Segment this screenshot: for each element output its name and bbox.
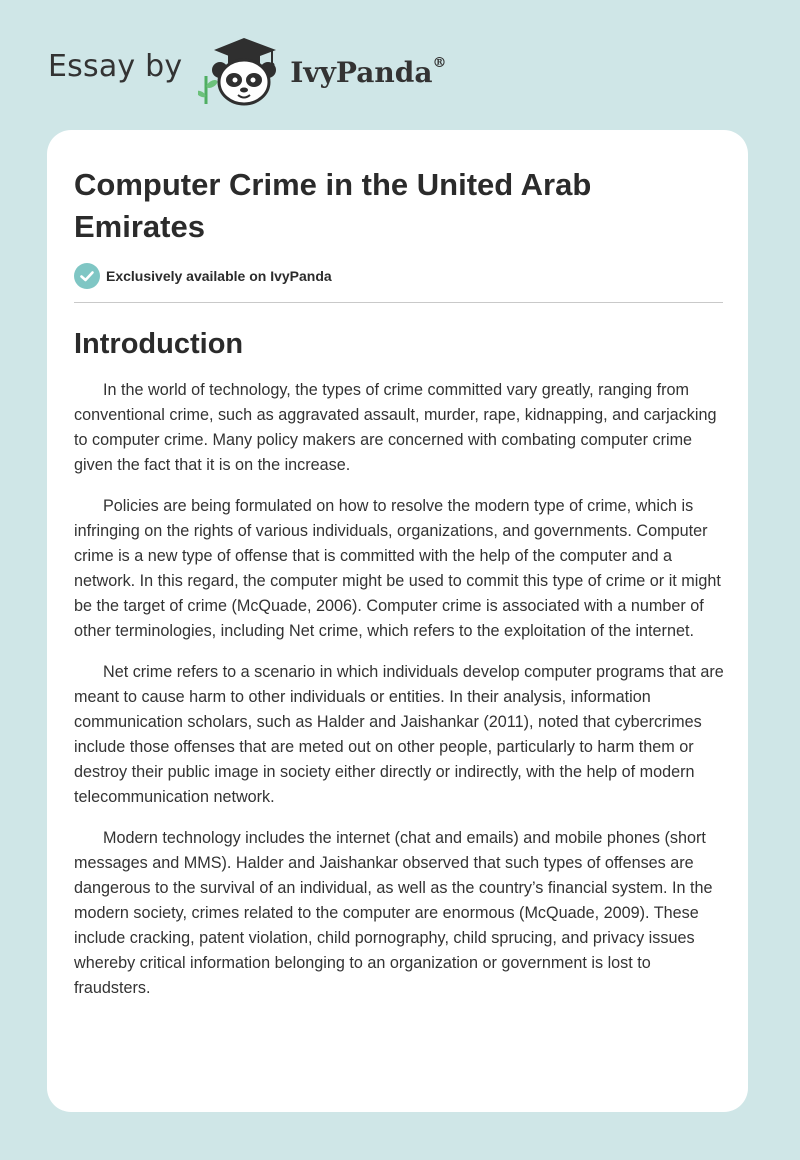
essay-title: Computer Crime in the United Arab Emirates (74, 167, 592, 244)
check-icon (74, 263, 100, 289)
exclusive-badge (74, 263, 332, 289)
site-header (48, 30, 446, 110)
essay-card (47, 130, 748, 1112)
section-heading: Introduction (74, 328, 244, 360)
paragraph-3: Net crime refers to a scenario in which individuals develop computer programs that are meant to cause harm to other individuals or entities. In their analysis, information communication scholars, such as Halder and Jaishankar (2011), noted that cybercrimes include those offenses that are meted out on other people, particularly to harm them or destroy their public image in society either directly or indirectly, with the help of modern telecommunication network. (74, 663, 724, 806)
paragraph-1: In the world of technology, the types of crime committed vary greatly, ranging from conventional crime, such as aggravated assault, murder, rape, kidnapping, and carjacking to computer crime. Many policy makers are concerned with combating computer crime given the fact that it is on the increase. (74, 381, 717, 474)
paragraph-4: Modern technology includes the internet (chat and emails) and mobile phones (short messages and MMS). Halder and Jaishankar observed that such types of offenses are dangerous to the survival of an individual, as well as the country’s financial system. In the modern society, crimes related to the computer are enormous (McQuade, 2009). These include cracking, patent violation, child pornography, child sprucing, and privacy issues whereby critical information belonging to an organization or government is lost to fraudsters. (74, 829, 713, 997)
paragraph-2: Policies are being formulated on how to resolve the modern type of crime, which is infringing on the rights of various individuals, organizations, and governments. Computer crime is a new type of offense that is committed with the help of the computer and a network. In this regard, the computer might be used to commit this type of crime or it might be the target of crime (McQuade, 2006). Computer crime is associated with a number of other terminologies, including Net crime, which refers to the exploitation of the internet. (74, 497, 721, 640)
panda-logo-icon[interactable] (198, 30, 288, 110)
exclusive-badge-label: Exclusively available on IvyPanda (106, 268, 332, 284)
registered-mark: ® (432, 55, 447, 72)
brand-name-text: IvyPanda (290, 55, 433, 89)
essay-body (74, 324, 726, 1017)
title-divider (74, 302, 723, 303)
brand-name[interactable] (290, 56, 446, 89)
essay-by-label: Essay by (48, 48, 183, 84)
